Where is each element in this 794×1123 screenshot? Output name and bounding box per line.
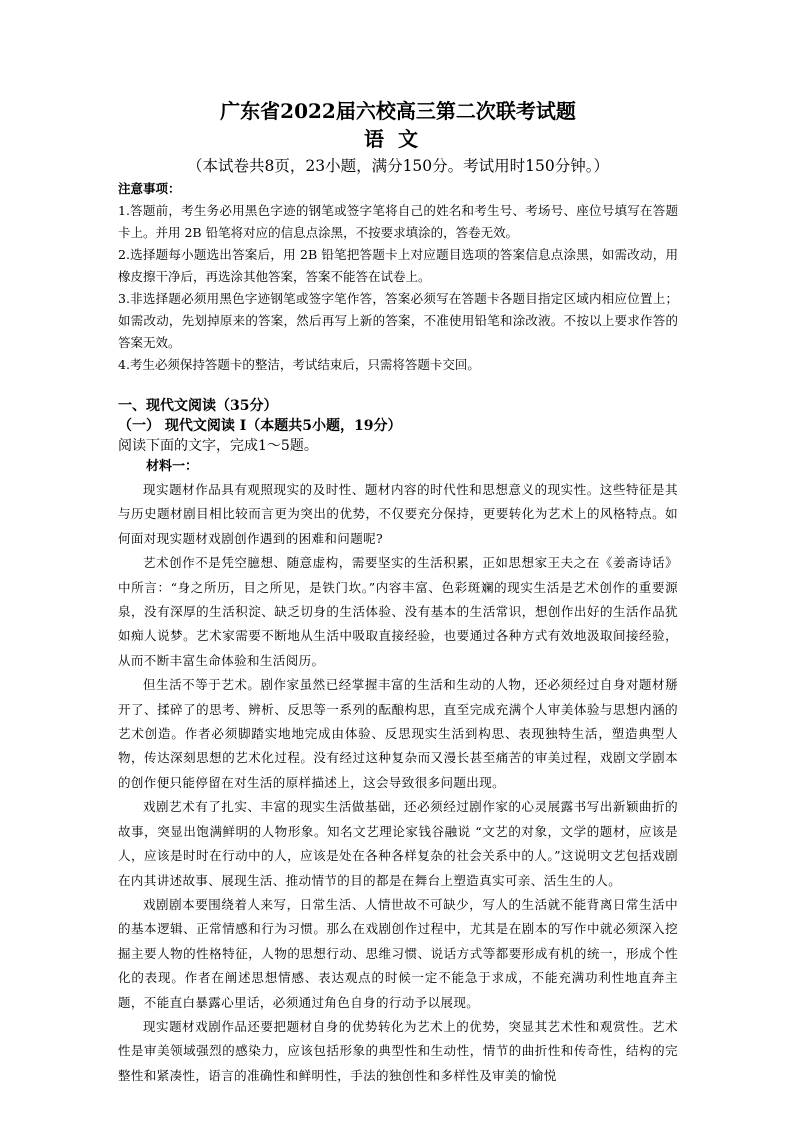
- notice-title: 注意事项：: [118, 181, 181, 196]
- passage-paragraph: 但生活不等于艺术。剧作家虽然已经掌握丰富的生活和生动的人物，还必须经过自身对题材掰开了、揉碎了的思考、辨析、反思等一系列的酝酿构思，直至完成充满个人审美体验与思想内涵的艺术创造。作者必须脚踏实地地完成由体验、反思现实生活到构思、表现独特生活，塑造典型人物，传达深刻思想的艺术化过程。没有经过这种复杂而又漫长甚至痛苦的审美过程，戏剧文学剧本的创作便只能停留在对生活的原样描述上，这会导致很多问题出现。: [118, 677, 678, 790]
- notice-item: 4.考生必须保持答题卡的整洁，考试结束后，只需将答题卡交回。: [118, 357, 480, 372]
- passage-paragraph: 现实题材戏剧作品还要把题材自身的优势转化为艺术上的优势，突显其艺术性和观赏性。艺术性是审美领域强烈的感染力，应该包括形象的典型性和生动性，情节的曲折性和传奇性，结构的完整性和紧凑性，语言的准确性和鲜明性，手法的独创性和多样性及审美的愉悦: [118, 1018, 678, 1083]
- material-title: 材料一：: [146, 459, 199, 474]
- section-title: 一、现代文阅读（35分）: [118, 398, 278, 414]
- exam-info: （本试卷共8页，23小题，满分150分。考试用时150分钟。）: [186, 157, 609, 175]
- notice-section: [118, 178, 678, 376]
- spacer: [118, 376, 678, 396]
- part-title: （一） 现代文阅读 I（本题共5小题，19分）: [118, 418, 402, 434]
- exam-page: [118, 98, 678, 1088]
- reading-instruction: 阅读下面的文字，完成1～5题。: [118, 438, 318, 454]
- passage-paragraph: 现实题材作品具有观照现实的及时性、题材内容的时代性和思想意义的现实性。这些特征是其与历史题材剧目相比较而言更为突出的优势，不仅要充分保持，更要转化为艺术上的风格特点。如何面对现实题材戏剧创作遇到的困难和问题呢?: [118, 482, 678, 546]
- exam-title: 广东省2022届六校高三第二次联考试题: [220, 99, 576, 123]
- passage-paragraph: 戏剧艺术有了扎实、丰富的现实生活做基础，还必须经过剧作家的心灵展露书写出新颖曲折的故事，突显出饱满鲜明的人物形象。知名文艺理论家钱谷融说 “文艺的对象，文学的题材，应该是人，应该是时时在行动中的人，应该是处在各种各样复杂的社会关系中的人。”这说明文艺包括戏剧在内其讲述故事、展现生活、推动情节的目的都是在舞台上塑造真实可亲、活生生的人。: [118, 799, 678, 888]
- passage-paragraph: 戏剧剧本要围绕着人来写，日常生活、人情世故不可缺少，写人的生活就不能背离日常生活中的基本逻辑、正常情感和行为习惯。那么在戏剧创作过程中，尤其是在剧本的写作中就必须深入挖掘主要人物的性格特征，人物的思想行动、思维习惯、说话方式等都要形成有机的统一，形成个性化的表现。作者在阐述思想情感、表达观点的时候一定不能急于求成，不能充满功利性地直奔主题，不能直白暴露心里话，必须通过角色自身的行动予以展现。: [118, 896, 678, 1010]
- subject-title: 语文: [364, 127, 432, 151]
- notice-item: 2.选择题每小题选出答案后，用 2B 铅笔把答题卡上对应题目选项的答案信息点涂黑，如需改动，用橡皮擦干净后，再选涂其他答案，答案不能答在试卷上。: [118, 247, 678, 284]
- notice-item: 1.答题前，考生务必用黑色字迹的钢笔或签字笔将自己的姓名和考生号、考场号、座位号填写在答题卡上。并用 2B 铅笔将对应的信息点涂黑，不按要求填涂的，答卷无效。: [118, 203, 678, 240]
- notice-item: 3.非选择题必须用黑色字迹钢笔或签字笔作答，答案必须写在答题卡各题目指定区域内相应位置上；如需改动，先划掉原来的答案，然后再写上新的答案，不准使用铅笔和涂改液。不按以上要求作答的答案无效。: [118, 291, 678, 350]
- passage-paragraph: 艺术创作不是凭空臆想、随意虚构，需要坚实的生活积累，正如思想家王夫之在《姜斋诗话》中所言：“身之所历，目之所见，是铁门坎。”内容丰富、色彩斑斓的现实生活是艺术创作的重要源泉，没有深厚的生活积淀、缺乏切身的生活体验、没有基本的生活常识，想创作出好的生活作品犹如痴人说梦。艺术家需要不断地从生活中吸取直接经验，也要通过各种方式有效地汲取间接经验，从而不断丰富生命体验和生活阅历。: [118, 555, 678, 668]
